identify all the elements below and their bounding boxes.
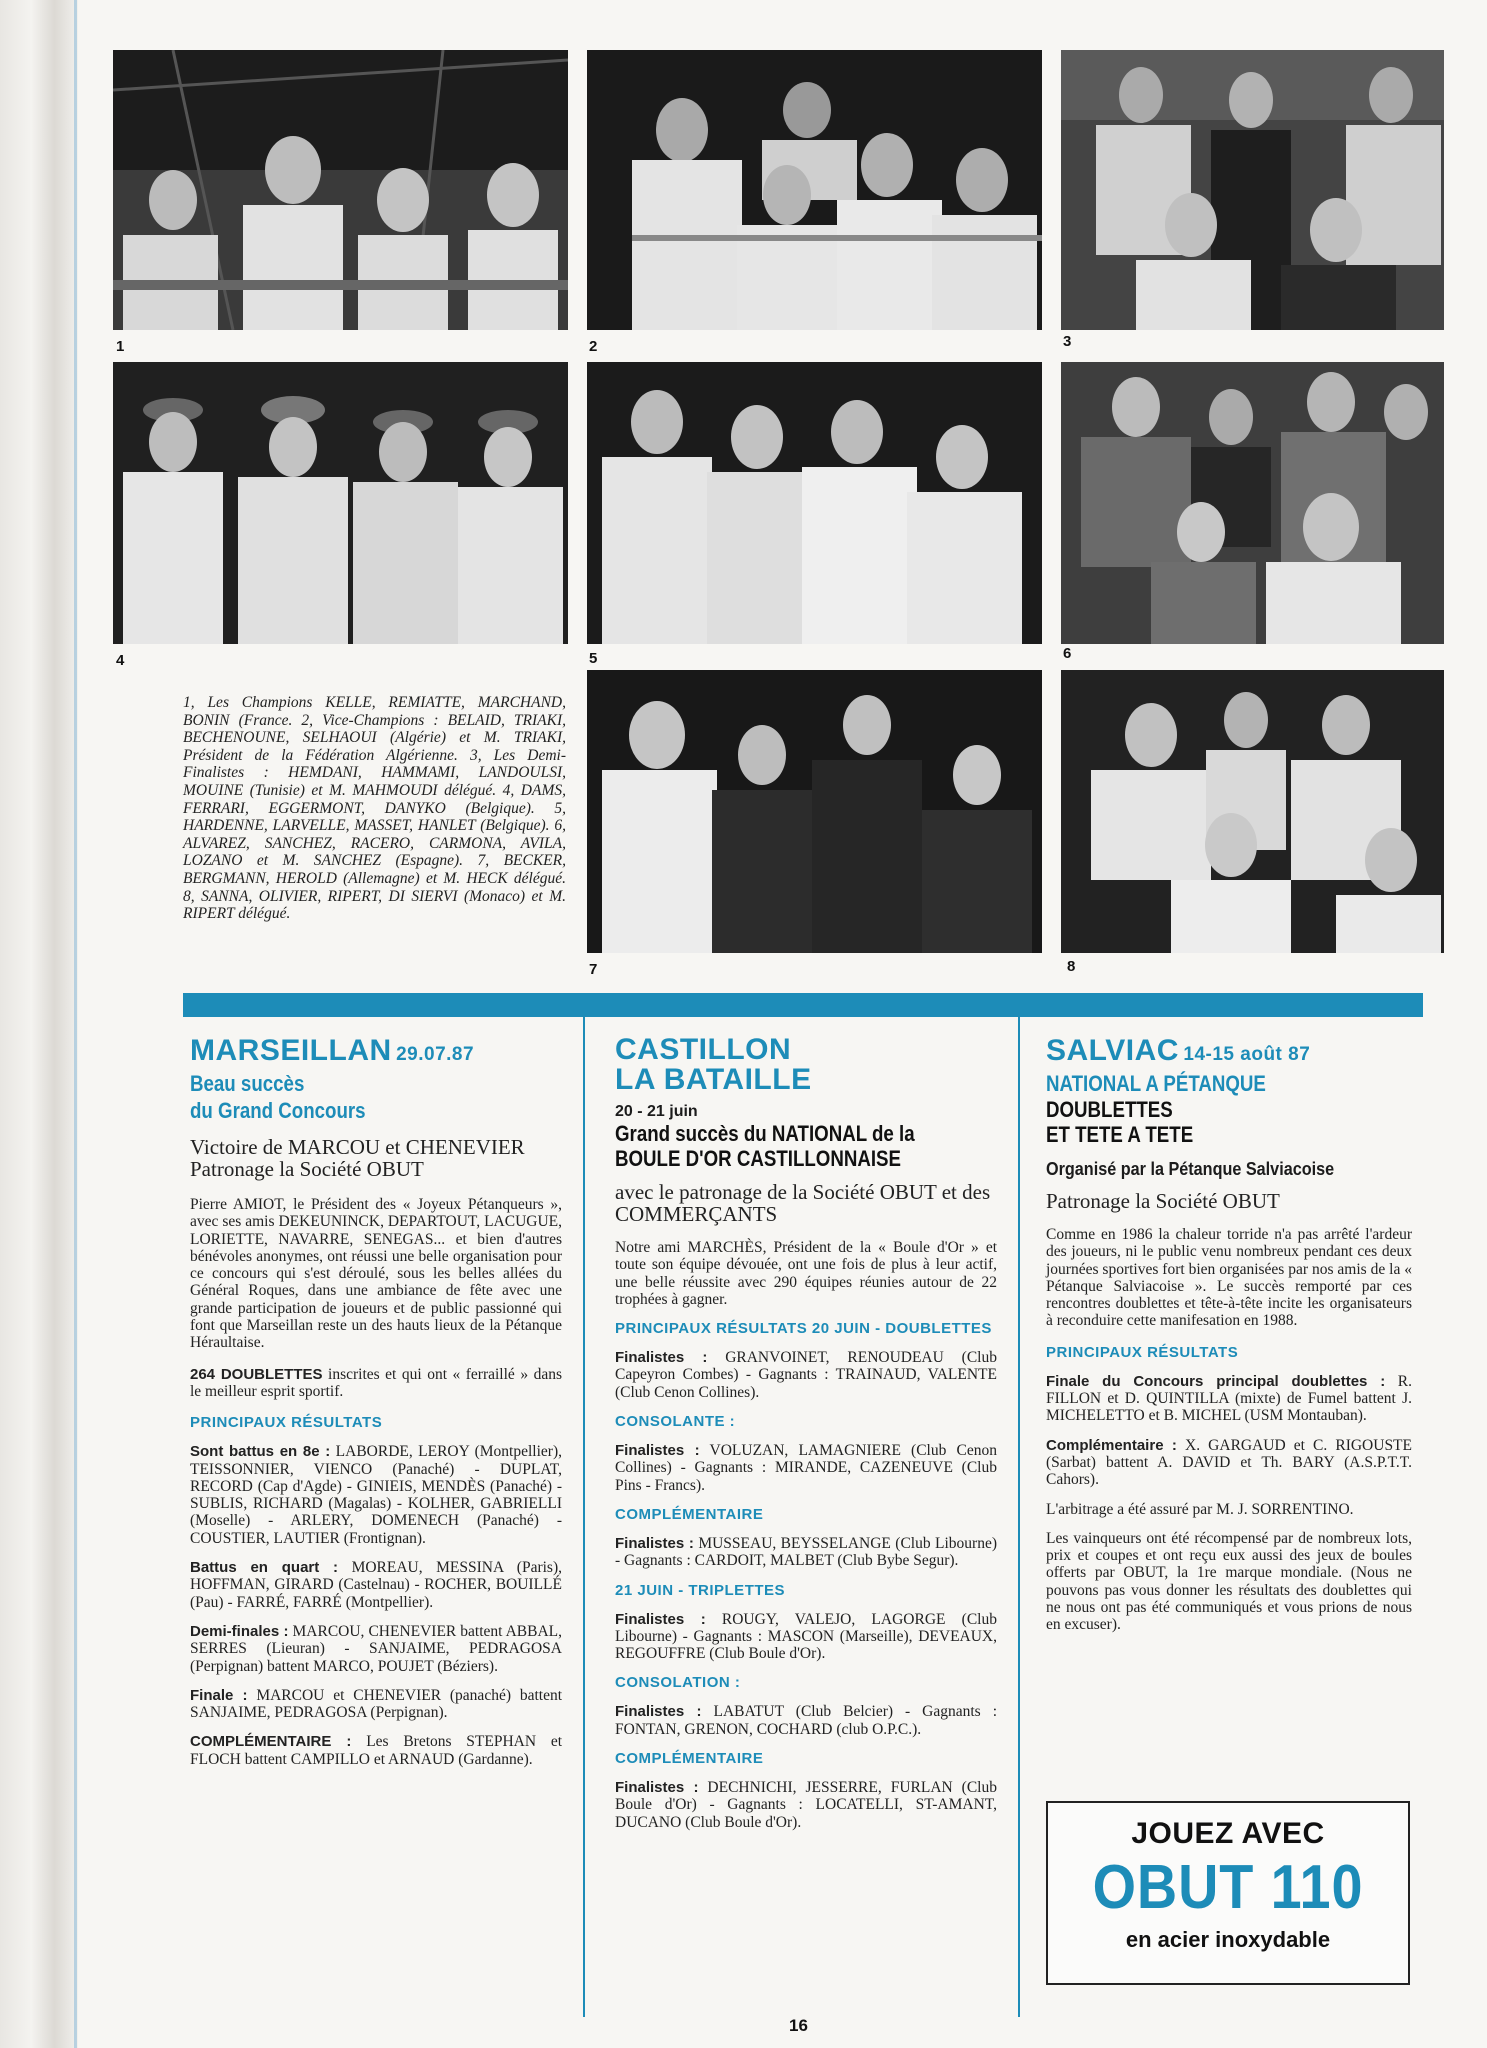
photo-3-image (1061, 50, 1444, 330)
marseillan-result-8e (190, 1443, 562, 1547)
salviac-organizer: Organisé par la Pétanque Salviacoise (1046, 1159, 1335, 1179)
marseillan-results-header: PRINCIPAUX RÉSULTATS (190, 1414, 383, 1432)
result-label: Finalistes : (615, 1779, 699, 1797)
castillon-section-6 (615, 1779, 997, 1831)
photo-8 (1061, 670, 1444, 953)
salviac-heading (1046, 1035, 1412, 1070)
marseillan-result-finale (190, 1687, 562, 1722)
page-binding-edge (0, 0, 78, 2048)
result-label: Complémentaire : (1046, 1436, 1177, 1454)
obut-advertisement (1046, 1801, 1410, 1985)
page-number: 16 (789, 2016, 808, 2035)
column-rule-2 (1018, 1017, 1020, 2017)
marseillan-result-complementaire (190, 1733, 562, 1768)
castillon-section-2 (615, 1442, 997, 1494)
marseillan-patronage: Patronage la Société OBUT (190, 1157, 424, 1181)
article-marseillan (190, 1035, 562, 1768)
marseillan-intro: Pierre AMIOT, le Président des « Joyeux Pétanqueurs », avec ses amis DEKEUNINCK, DEPARTOUT, LACUGUE, LORIETTE, NAVARRE, SENEGAS... et bien d'autres bénévoles anonymes, ont réussi une belle organisation pour ce concours qui s'est déroulé, sous les belles allées du Général Roques, dans une ambiance de fête avec une grande participation de joueurs et de public passionné qui font que Marseillan reste un des hauts lieux de la Pétanque Héraultaise. (190, 1196, 562, 1352)
marseillan-date: 29.07.87 (396, 1044, 475, 1065)
result-label: Battus en quart : (190, 1559, 339, 1577)
ad-headline: JOUEZ AVEC (1131, 1817, 1325, 1850)
castillon-intro: Notre ami MARCHÈS, Président de la « Boule d'Or » et toute son équipe dévouée, ont une fois de plus à leur actif, une belle réussite avec 290 équipes réunies autour de 22 trophées à gagner. (615, 1239, 997, 1308)
result-label: Finale : (190, 1686, 248, 1704)
salviac-intro: Comme en 1986 la chaleur torride n'a pas arrêté l'ardeur des joueurs, ni le public venu nombreux pendant ces deux journées sportives fort bien organisées par nos amis de la « Pétanque Salviacoise ». Le succès remporté par ces rencontres doublettes et tête-à-tête incite les organisateurs à reconduire cette manifesation en 1988. (1046, 1226, 1412, 1330)
result-label: COMPLÉMENTAIRE : (190, 1733, 352, 1751)
castillon-section-3 (615, 1535, 997, 1570)
photo-3 (1061, 50, 1444, 330)
result-label: Finalistes : (615, 1610, 706, 1628)
photo-7 (587, 670, 1042, 953)
result-text: X. GARGAUD et C. RIGOUSTE (Sarbat) battent A. DAVID et Th. BARY (A.S.P.T.T. Cahors). (1046, 1436, 1412, 1489)
binding-line (74, 0, 77, 2048)
result-text: MARCOU, CHENEVIER battent ABBAL, SERRES (Lieuran) - SANJAIME, PEDRAGOSA (Perpignan) battent MARCO, POUJET (Béziers). (190, 1622, 563, 1675)
castillon-headline-1: Grand succès du NATIONAL de la (615, 1121, 915, 1146)
castillon-dates: 20 - 21 juin (615, 1103, 698, 1120)
photo-5-image (587, 362, 1042, 644)
castillon-section-1 (615, 1349, 997, 1401)
photo-caption: 1, Les Champions KELLE, REMIATTE, MARCHAND, BONIN (France. 2, Vice-Champions : BELAID, TRIAKI, BECHENOUNE, SELHAOUI (Algérie) et M. TRIAKI, Président de la Fédération Algérienne. 3, Les Demi-Finalistes : HEMDANI, HAMMAMI, LANDOULSI, MOUINE (Tunisie) et M. MAHMOUDI délégué. 4, DAMS, FERRARI, EGGERMONT, DANYKO (Belgique). 5, HARDENNE, LARVELLE, MASSET, HANLET (Belgique). 6, ALVAREZ, SANCHEZ, RACERO, CARMONA, AVILA, LOZANO et M. SANCHEZ (Espagne). 7, BECKER, BERGMANN, HEROLD (Allemagne) et M. HECK délégué. 8, SANNA, OLIVIER, RIPERT, DI SIERVI (Monaco) et M. RIPERT délégué. (183, 694, 566, 923)
result-label: Sont battus en 8e : (190, 1443, 331, 1461)
marseillan-title: MARSEILLAN (190, 1034, 392, 1067)
result-label: Finalistes : (615, 1349, 708, 1367)
photo-7-image (587, 670, 1042, 953)
photo-1 (113, 50, 568, 330)
marseillan-subtitle-1: Beau succès (190, 1071, 305, 1096)
castillon-title-2: LA BATAILLE (615, 1063, 812, 1096)
result-text: LABATUT (Club Belcier) - Gagnants : FONTAN, GRENON, COCHARD (club O.P.C.). (615, 1703, 998, 1738)
marseillan-result-demi (190, 1623, 562, 1675)
castillon-section-4 (615, 1611, 997, 1663)
result-label: Finalistes : (615, 1703, 702, 1721)
result-text: MOREAU, MESSINA (Paris), HOFFMAN, GIRARD (Castelnau) - ROCHER, BOUILLÉ (Pau) - FARRÉ, FARRÉ (Montpellier). (190, 1559, 562, 1611)
result-label: Finalistes : (615, 1534, 694, 1552)
photo-6-number: 6 (1063, 645, 1072, 662)
article-salviac (1046, 1035, 1412, 1634)
castillon-section-6-header: COMPLÉMENTAIRE (615, 1750, 764, 1768)
photo-3-number: 3 (1063, 333, 1072, 350)
marseillan-result-quart (190, 1559, 562, 1611)
castillon-section-3-header: COMPLÉMENTAIRE (615, 1505, 764, 1523)
castillon-section-5 (615, 1703, 997, 1738)
result-label: Finale du Concours principal doublettes : (1046, 1372, 1386, 1390)
photo-1-number: 1 (116, 338, 125, 355)
result-text: GRANVOINET, RENOUDEAU (Club Capeyron Combes) - Gagnants : TRAINAUD, VALENTE (Club Cenon Collines). (615, 1349, 997, 1401)
result-text: R. FILLON et D. QUINTILLA (mixte) de Fumel battent J. MICHELETTO et B. MICHEL (USM Montauban). (1046, 1372, 1413, 1425)
result-label: Finalistes : (615, 1442, 700, 1460)
photo-6 (1061, 362, 1444, 644)
result-text: DECHNICHI, JESSERRE, FURLAN (Club Boule d'Or) - Gagnants : LOCATELLI, ST-AMANT, DUCANO (Club Boule d'Or). (615, 1779, 997, 1831)
article-castillon (615, 1035, 997, 1831)
photo-4-number: 4 (116, 652, 125, 669)
result-text: MUSSEAU, BEYSSELANGE (Club Libourne) - Gagnants : CARDOIT, MALBET (Club Bybe Segur). (615, 1534, 997, 1570)
result-text: LABORDE, LEROY (Montpellier), TEISSONNIER, VIENCO (Panaché) - DUPLAT, RECORD (Cap d'Agde) - GINIEIS, MENDÈS (Panaché) - SUBLIS, RICHARD (Magalas) - KOLHER, GABRIELLI (Moselle) - ARLERY, DOMENECH (Panaché) - COUSTIER, LAUTIER (Frontignan). (190, 1443, 562, 1547)
salviac-patronage: Patronage la Société OBUT (1046, 1189, 1280, 1213)
result-text: ROUGY, VALEJO, LAGORGE (Club Libourne) - Gagnants : MASCON (Marseille), DEVEAUX, REGOUFFRE (Club Boule d'Or). (615, 1610, 997, 1663)
result-text: VOLUZAN, LAMAGNIERE (Club Cenon Collines) - Gagnants : MIRANDE, CAZENEUVE (Club Pins - Francs). (615, 1442, 997, 1494)
photo-2 (587, 50, 1042, 330)
salviac-sub-2: DOUBLETTES (1046, 1097, 1173, 1122)
salviac-arbitrage: L'arbitrage a été assuré par M. J. SORRENTINO. (1046, 1500, 1354, 1518)
ad-tagline: en acier inoxydable (1125, 1927, 1331, 1952)
marseillan-inscriptions (190, 1366, 562, 1401)
photo-8-image (1061, 670, 1444, 953)
result-text: MARCOU et CHENEVIER (panaché) battent SANJAIME, PEDRAGOSA (Perpignan). (190, 1686, 563, 1722)
marseillan-inscrits-count: 264 DOUBLETTES (190, 1365, 323, 1383)
column-rule-1 (583, 1017, 585, 2017)
castillon-title-1: CASTILLON (615, 1033, 792, 1066)
ad-brand: OBUT 110 (1092, 1853, 1364, 1922)
photo-4 (113, 362, 568, 644)
section-bar (183, 993, 1423, 1017)
marseillan-subtitle-2: du Grand Concours (190, 1098, 366, 1123)
photo-8-number: 8 (1067, 958, 1076, 975)
salviac-results-header: PRINCIPAUX RÉSULTATS (1046, 1343, 1239, 1361)
marseillan-inscrits-text: inscrites et qui ont « ferraillé » dans le meilleur esprit sportif. (190, 1365, 562, 1400)
castillon-patronage: avec le patronage de la Société OBUT et des COMMERÇANTS (615, 1180, 991, 1226)
marseillan-lead: Victoire de MARCOU et CHENEVIER (190, 1135, 525, 1159)
salviac-closing: Les vainqueurs ont été récompensé par de nombreux lots, prix et coupes et ont reçu eux aussi des jeux de boules offerts par OBUT, la 1re marque mondiale. (Nous ne pouvons pas vous donner les résultats des doublettes qui ne nous ont pas été communiqués et vous prions de nous en excuser). (1046, 1529, 1412, 1634)
salviac-sub-3: ET TETE A TETE (1046, 1122, 1194, 1147)
photo-6-image (1061, 362, 1444, 644)
marseillan-heading (190, 1035, 562, 1070)
salviac-title: SALVIAC (1046, 1034, 1179, 1067)
result-label: Demi-finales : (190, 1622, 289, 1640)
castillon-section-4-header: 21 JUIN - TRIPLETTES (615, 1581, 786, 1599)
castillon-headline-2: BOULE D'OR CASTILLONNAISE (615, 1146, 901, 1171)
castillon-section-5-header: CONSOLATION : (615, 1674, 741, 1692)
photo-4-image (113, 362, 568, 644)
photo-2-image (587, 50, 1042, 330)
castillon-section-2-header: CONSOLANTE : (615, 1413, 736, 1431)
photo-2-number: 2 (589, 338, 598, 355)
salviac-sub-1: NATIONAL A PÉTANQUE (1046, 1071, 1266, 1096)
photo-7-number: 7 (589, 961, 598, 978)
result-text: Les Bretons STEPHAN et FLOCH battent CAMPILLO et ARNAUD (Gardanne). (190, 1733, 563, 1768)
salviac-result-complementaire (1046, 1437, 1412, 1489)
castillon-section-1-header: PRINCIPAUX RÉSULTATS 20 JUIN - DOUBLETTES (615, 1320, 992, 1338)
photo-5-number: 5 (589, 650, 598, 667)
salviac-result-finale (1046, 1373, 1412, 1425)
photo-5 (587, 362, 1042, 644)
salviac-dates: 14-15 août 87 (1183, 1044, 1311, 1065)
photo-1-image (113, 50, 568, 330)
